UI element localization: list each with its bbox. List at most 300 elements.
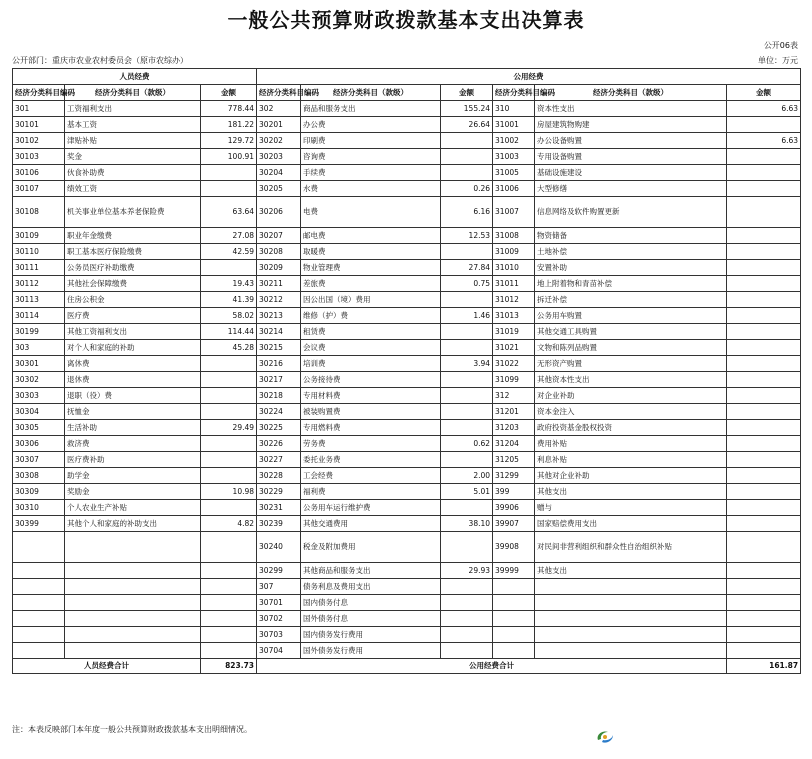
economic-code-cell: 399 xyxy=(493,484,535,500)
economic-code-cell: 39999 xyxy=(493,563,535,579)
economic-code-cell: 30199 xyxy=(13,324,65,340)
item-name-cell: 取暖费 xyxy=(301,244,441,260)
amount-cell xyxy=(727,627,801,643)
item-name-cell: 委托业务费 xyxy=(301,452,441,468)
table-row xyxy=(13,292,801,308)
economic-code-cell: 30214 xyxy=(257,324,301,340)
item-name-cell xyxy=(65,595,201,611)
amount-cell: 0.26 xyxy=(441,181,493,197)
amount-cell: 3.94 xyxy=(441,356,493,372)
economic-code-cell: 30305 xyxy=(13,420,65,436)
item-name-cell: 公务员医疗补助缴费 xyxy=(65,260,201,276)
economic-code-cell: 30299 xyxy=(257,563,301,579)
economic-code-cell: 39908 xyxy=(493,532,535,563)
economic-code-cell: 30307 xyxy=(13,452,65,468)
table-row xyxy=(13,388,801,404)
table-row xyxy=(13,627,801,643)
item-name-cell: 地上附着物和青苗补偿 xyxy=(535,276,727,292)
amount-cell xyxy=(441,324,493,340)
item-name-cell: 工会经费 xyxy=(301,468,441,484)
economic-code-cell: 31013 xyxy=(493,308,535,324)
economic-code-cell: 30208 xyxy=(257,244,301,260)
item-name-cell xyxy=(535,579,727,595)
code-header: 经济分类科目编码 xyxy=(493,85,535,101)
amount-cell: 29.49 xyxy=(201,420,257,436)
economic-code-cell: 30107 xyxy=(13,181,65,197)
table-row xyxy=(13,452,801,468)
personnel-total-value: 823.73 xyxy=(201,659,257,674)
amount-cell: 6.63 xyxy=(727,101,801,117)
table-row xyxy=(13,324,801,340)
amount-cell: 6.63 xyxy=(727,133,801,149)
item-name-cell xyxy=(65,643,201,659)
amount-cell: 2.00 xyxy=(441,468,493,484)
amount-cell xyxy=(727,563,801,579)
amount-cell: 181.22 xyxy=(201,117,257,133)
item-name-cell: 专用材料费 xyxy=(301,388,441,404)
economic-code-cell: 30224 xyxy=(257,404,301,420)
amount-cell xyxy=(441,372,493,388)
economic-code-cell: 30306 xyxy=(13,436,65,452)
amount-cell xyxy=(727,165,801,181)
code-header: 经济分类科目编码 xyxy=(13,85,65,101)
economic-code-cell: 30218 xyxy=(257,388,301,404)
table-row xyxy=(13,436,801,452)
amount-cell xyxy=(441,627,493,643)
economic-code-cell xyxy=(13,563,65,579)
item-name-cell: 会议费 xyxy=(301,340,441,356)
economic-code-cell: 31099 xyxy=(493,372,535,388)
amount-cell xyxy=(201,388,257,404)
amount-cell xyxy=(727,292,801,308)
economic-code-cell xyxy=(493,627,535,643)
item-name-cell: 税金及附加费用 xyxy=(301,532,441,563)
public-total-value: 161.87 xyxy=(727,659,801,674)
item-name-cell: 公务用车运行维护费 xyxy=(301,500,441,516)
economic-code-cell: 31005 xyxy=(493,165,535,181)
personnel-header: 人员经费 xyxy=(13,69,257,85)
economic-code-cell: 301 xyxy=(13,101,65,117)
item-name-cell: 救济费 xyxy=(65,436,201,452)
item-name-cell: 因公出国（境）费用 xyxy=(301,292,441,308)
amount-cell xyxy=(441,340,493,356)
item-name-cell: 公务用车购置 xyxy=(535,308,727,324)
item-name-cell: 奖金 xyxy=(65,149,201,165)
amount-cell xyxy=(727,117,801,133)
amount-cell xyxy=(201,436,257,452)
economic-code-cell xyxy=(13,627,65,643)
amount-cell xyxy=(441,532,493,563)
item-name-cell: 文物和陈列品购置 xyxy=(535,340,727,356)
amount-cell xyxy=(727,244,801,260)
economic-code-cell: 30213 xyxy=(257,308,301,324)
amount-cell xyxy=(727,436,801,452)
table-row xyxy=(13,595,801,611)
item-name-cell xyxy=(65,563,201,579)
economic-code-cell: 30106 xyxy=(13,165,65,181)
item-name-cell: 水费 xyxy=(301,181,441,197)
economic-code-cell xyxy=(493,579,535,595)
amount-cell xyxy=(441,579,493,595)
expenditure-table xyxy=(12,68,801,674)
amount-cell xyxy=(441,452,493,468)
economic-code-cell xyxy=(13,579,65,595)
economic-code-cell: 30226 xyxy=(257,436,301,452)
amount-cell: 29.93 xyxy=(441,563,493,579)
item-name-cell: 印刷费 xyxy=(301,133,441,149)
amount-header: 金额 xyxy=(441,85,493,101)
item-name-cell xyxy=(65,611,201,627)
economic-code-cell: 31010 xyxy=(493,260,535,276)
economic-code-cell xyxy=(13,611,65,627)
economic-code-cell: 30701 xyxy=(257,595,301,611)
table-row xyxy=(13,117,801,133)
amount-cell: 5.01 xyxy=(441,484,493,500)
economic-code-cell: 30310 xyxy=(13,500,65,516)
amount-cell xyxy=(727,260,801,276)
item-name-cell: 其他工资福利支出 xyxy=(65,324,201,340)
amount-cell xyxy=(441,133,493,149)
amount-cell xyxy=(201,579,257,595)
economic-code-cell: 307 xyxy=(257,579,301,595)
amount-cell xyxy=(727,516,801,532)
table-row xyxy=(13,404,801,420)
economic-code-cell: 30110 xyxy=(13,244,65,260)
amount-cell: 10.98 xyxy=(201,484,257,500)
item-name-cell: 其他社会保障缴费 xyxy=(65,276,201,292)
amount-cell xyxy=(727,452,801,468)
item-name-cell: 维修（护）费 xyxy=(301,308,441,324)
table-row xyxy=(13,579,801,595)
economic-code-cell xyxy=(13,643,65,659)
amount-cell: 38.10 xyxy=(441,516,493,532)
item-name-cell: 抚恤金 xyxy=(65,404,201,420)
amount-cell: 1.46 xyxy=(441,308,493,324)
item-name-cell: 其他支出 xyxy=(535,484,727,500)
economic-code-cell: 31011 xyxy=(493,276,535,292)
department-label: 公开部门：重庆市农业农村委员会（原市农综办） xyxy=(12,56,188,65)
economic-code-cell: 30302 xyxy=(13,372,65,388)
amount-cell xyxy=(201,356,257,372)
amount-cell: 27.84 xyxy=(441,260,493,276)
amount-cell: 114.44 xyxy=(201,324,257,340)
item-name-cell: 其他支出 xyxy=(535,563,727,579)
table-row xyxy=(13,308,801,324)
item-name-cell xyxy=(535,595,727,611)
amount-cell xyxy=(441,643,493,659)
economic-code-cell: 31008 xyxy=(493,228,535,244)
item-name-cell: 利息补贴 xyxy=(535,452,727,468)
personnel-total-label: 人员经费合计 xyxy=(13,659,201,674)
item-name-cell: 租赁费 xyxy=(301,324,441,340)
amount-cell: 58.02 xyxy=(201,308,257,324)
economic-code-cell: 30704 xyxy=(257,643,301,659)
amount-cell xyxy=(727,500,801,516)
amount-cell: 63.64 xyxy=(201,197,257,228)
amount-cell xyxy=(441,244,493,260)
item-name-cell: 大型修缮 xyxy=(535,181,727,197)
amount-cell xyxy=(441,595,493,611)
table-row xyxy=(13,260,801,276)
economic-code-cell: 31006 xyxy=(493,181,535,197)
item-name-cell: 其他资本性支出 xyxy=(535,372,727,388)
amount-cell xyxy=(727,228,801,244)
item-name-cell: 奖励金 xyxy=(65,484,201,500)
item-name-cell: 无形资产购置 xyxy=(535,356,727,372)
economic-code-cell: 30309 xyxy=(13,484,65,500)
item-name-cell: 国内债务发行费用 xyxy=(301,627,441,643)
amount-cell xyxy=(727,181,801,197)
economic-code-cell: 30227 xyxy=(257,452,301,468)
economic-code-cell: 30217 xyxy=(257,372,301,388)
economic-code-cell: 31019 xyxy=(493,324,535,340)
item-name-cell: 国内债务付息 xyxy=(301,595,441,611)
economic-code-cell xyxy=(493,595,535,611)
amount-cell: 27.08 xyxy=(201,228,257,244)
amount-cell xyxy=(201,563,257,579)
economic-code-cell: 30206 xyxy=(257,197,301,228)
item-name-cell: 手续费 xyxy=(301,165,441,181)
amount-cell: 0.62 xyxy=(441,436,493,452)
economic-code-cell: 31007 xyxy=(493,197,535,228)
table-row xyxy=(13,532,801,563)
table-row xyxy=(13,468,801,484)
economic-code-cell: 31299 xyxy=(493,468,535,484)
amount-cell: 45.28 xyxy=(201,340,257,356)
economic-code-cell: 31009 xyxy=(493,244,535,260)
public-header: 公用经费 xyxy=(257,69,801,85)
item-name-cell: 政府投资基金股权投资 xyxy=(535,420,727,436)
item-name-cell: 资本金注入 xyxy=(535,404,727,420)
table-row xyxy=(13,197,801,228)
economic-code-cell: 30201 xyxy=(257,117,301,133)
amount-cell: 0.75 xyxy=(441,276,493,292)
economic-code-cell: 31003 xyxy=(493,149,535,165)
economic-code-cell: 30703 xyxy=(257,627,301,643)
amount-cell: 129.72 xyxy=(201,133,257,149)
amount-cell xyxy=(201,611,257,627)
item-name-cell: 国家赔偿费用支出 xyxy=(535,516,727,532)
item-name-cell: 办公设备购置 xyxy=(535,133,727,149)
item-name-cell: 退休费 xyxy=(65,372,201,388)
amount-header: 金额 xyxy=(727,85,801,101)
item-name-cell: 退职（役）费 xyxy=(65,388,201,404)
item-name-cell: 其他商品和服务支出 xyxy=(301,563,441,579)
unit-label: 单位：万元 xyxy=(758,56,798,65)
table-row xyxy=(13,101,801,117)
amount-cell xyxy=(441,404,493,420)
item-name-cell: 安置补助 xyxy=(535,260,727,276)
item-name-cell: 赠与 xyxy=(535,500,727,516)
economic-code-cell: 39907 xyxy=(493,516,535,532)
economic-code-cell: 30240 xyxy=(257,532,301,563)
item-name-cell: 资本性支出 xyxy=(535,101,727,117)
amount-cell xyxy=(441,388,493,404)
table-row xyxy=(13,516,801,532)
item-name-cell xyxy=(535,643,727,659)
item-name-cell: 邮电费 xyxy=(301,228,441,244)
economic-code-cell: 30303 xyxy=(13,388,65,404)
amount-cell xyxy=(201,468,257,484)
item-name-cell xyxy=(65,532,201,563)
amount-cell xyxy=(727,356,801,372)
form-number: 公开06表 xyxy=(763,41,798,50)
amount-cell xyxy=(441,292,493,308)
economic-code-cell: 30239 xyxy=(257,516,301,532)
table-row xyxy=(13,181,801,197)
amount-cell xyxy=(201,532,257,563)
amount-cell xyxy=(727,595,801,611)
amount-cell xyxy=(441,500,493,516)
amount-cell xyxy=(441,611,493,627)
amount-cell xyxy=(727,404,801,420)
table-row xyxy=(13,165,801,181)
item-name-cell: 机关事业单位基本养老保险费 xyxy=(65,197,201,228)
item-name-cell xyxy=(535,627,727,643)
table-row xyxy=(13,643,801,659)
amount-cell xyxy=(201,595,257,611)
footnote: 注：本表反映部门本年度一般公共预算财政拨款基本支出明细情况。 xyxy=(12,725,252,734)
amount-cell: 100.91 xyxy=(201,149,257,165)
logo-icon xyxy=(594,728,616,746)
economic-code-cell xyxy=(13,532,65,563)
item-name-cell: 土地补偿 xyxy=(535,244,727,260)
amount-cell xyxy=(201,643,257,659)
name-header: 经济分类科目（款级） xyxy=(535,85,727,101)
amount-cell xyxy=(727,372,801,388)
economic-code-cell: 30211 xyxy=(257,276,301,292)
item-name-cell: 其他对企业补助 xyxy=(535,468,727,484)
economic-code-cell: 303 xyxy=(13,340,65,356)
amount-cell xyxy=(727,340,801,356)
item-name-cell: 医疗费 xyxy=(65,308,201,324)
amount-cell xyxy=(441,149,493,165)
amount-cell xyxy=(727,532,801,563)
item-name-cell: 培训费 xyxy=(301,356,441,372)
economic-code-cell: 30225 xyxy=(257,420,301,436)
amount-cell xyxy=(201,500,257,516)
amount-cell xyxy=(727,276,801,292)
item-name-cell: 福利费 xyxy=(301,484,441,500)
amount-cell: 155.24 xyxy=(441,101,493,117)
economic-code-cell: 30109 xyxy=(13,228,65,244)
amount-cell: 26.64 xyxy=(441,117,493,133)
economic-code-cell: 31022 xyxy=(493,356,535,372)
item-name-cell: 电费 xyxy=(301,197,441,228)
item-name-cell: 物资储备 xyxy=(535,228,727,244)
amount-cell: 12.53 xyxy=(441,228,493,244)
amount-cell xyxy=(727,197,801,228)
item-name-cell: 离休费 xyxy=(65,356,201,372)
table-row xyxy=(13,372,801,388)
economic-code-cell: 30108 xyxy=(13,197,65,228)
item-name-cell: 房屋建筑物购建 xyxy=(535,117,727,133)
amount-cell: 778.44 xyxy=(201,101,257,117)
amount-cell xyxy=(201,404,257,420)
table-row xyxy=(13,133,801,149)
table-row xyxy=(13,420,801,436)
item-name-cell: 咨询费 xyxy=(301,149,441,165)
amount-cell: 41.39 xyxy=(201,292,257,308)
item-name-cell: 其他个人和家庭的补助支出 xyxy=(65,516,201,532)
economic-code-cell: 302 xyxy=(257,101,301,117)
economic-code-cell: 30399 xyxy=(13,516,65,532)
table-row xyxy=(13,484,801,500)
economic-code-cell: 30216 xyxy=(257,356,301,372)
amount-cell xyxy=(727,611,801,627)
item-name-cell: 国外债务付息 xyxy=(301,611,441,627)
table-row xyxy=(13,356,801,372)
amount-cell xyxy=(201,181,257,197)
table-row xyxy=(13,228,801,244)
item-name-cell: 商品和服务支出 xyxy=(301,101,441,117)
economic-code-cell: 310 xyxy=(493,101,535,117)
item-name-cell xyxy=(65,579,201,595)
economic-code-cell: 31201 xyxy=(493,404,535,420)
economic-code-cell: 30114 xyxy=(13,308,65,324)
economic-code-cell: 31021 xyxy=(493,340,535,356)
item-name-cell: 个人农业生产补贴 xyxy=(65,500,201,516)
item-name-cell: 生活补助 xyxy=(65,420,201,436)
amount-cell: 42.59 xyxy=(201,244,257,260)
item-name-cell: 其他交通工具购置 xyxy=(535,324,727,340)
name-header: 经济分类科目（款级） xyxy=(301,85,441,101)
amount-cell xyxy=(727,643,801,659)
table-row xyxy=(13,563,801,579)
item-name-cell: 工资福利支出 xyxy=(65,101,201,117)
table-row xyxy=(13,244,801,260)
amount-cell: 19.43 xyxy=(201,276,257,292)
amount-cell xyxy=(201,627,257,643)
name-header: 经济分类科目（款级） xyxy=(65,85,201,101)
item-name-cell: 基础设施建设 xyxy=(535,165,727,181)
economic-code-cell: 30702 xyxy=(257,611,301,627)
item-name-cell: 物业管理费 xyxy=(301,260,441,276)
economic-code-cell: 30229 xyxy=(257,484,301,500)
table-row xyxy=(13,340,801,356)
economic-code-cell: 30203 xyxy=(257,149,301,165)
amount-cell: 6.16 xyxy=(441,197,493,228)
amount-cell xyxy=(727,484,801,500)
item-name-cell: 其他交通费用 xyxy=(301,516,441,532)
economic-code-cell xyxy=(493,643,535,659)
economic-code-cell: 30112 xyxy=(13,276,65,292)
economic-code-cell: 30209 xyxy=(257,260,301,276)
public-total-label: 公用经费合计 xyxy=(257,659,727,674)
economic-code-cell: 30111 xyxy=(13,260,65,276)
economic-code-cell: 30113 xyxy=(13,292,65,308)
table-row xyxy=(13,500,801,516)
amount-cell xyxy=(201,165,257,181)
page-title: 一般公共预算财政拨款基本支出决算表 xyxy=(227,8,585,32)
item-name-cell: 专用燃料费 xyxy=(301,420,441,436)
economic-code-cell xyxy=(13,595,65,611)
economic-code-cell: 30215 xyxy=(257,340,301,356)
item-name-cell: 绩效工资 xyxy=(65,181,201,197)
amount-cell xyxy=(727,149,801,165)
item-name-cell xyxy=(535,611,727,627)
item-name-cell: 对企业补助 xyxy=(535,388,727,404)
economic-code-cell: 312 xyxy=(493,388,535,404)
economic-code-cell: 39906 xyxy=(493,500,535,516)
economic-code-cell xyxy=(493,611,535,627)
item-name-cell: 津贴补贴 xyxy=(65,133,201,149)
item-name-cell: 伙食补助费 xyxy=(65,165,201,181)
item-name-cell: 信息网络及软件购置更新 xyxy=(535,197,727,228)
item-name-cell: 职业年金缴费 xyxy=(65,228,201,244)
amount-cell xyxy=(727,579,801,595)
economic-code-cell: 30205 xyxy=(257,181,301,197)
